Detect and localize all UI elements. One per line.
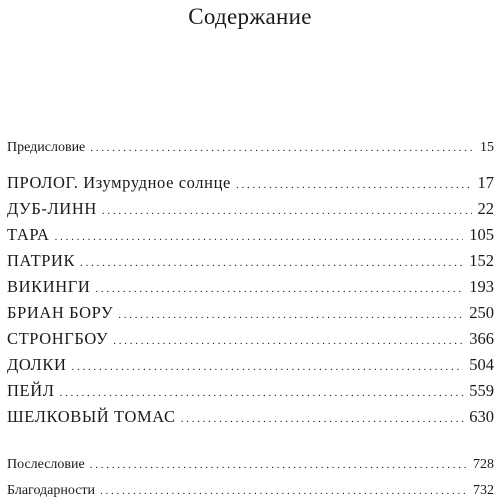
toc-entry-title: Благодарности (7, 483, 96, 498)
toc-entry-title: ТАРА (7, 225, 50, 244)
toc-entry-page: 15 (480, 140, 494, 155)
toc-entry (7, 276, 494, 298)
toc-entry-page: 732 (473, 483, 494, 498)
dot-leader (80, 252, 463, 274)
toc-entry-title: ПРОЛОГ. Изумрудное солнце (7, 173, 231, 192)
toc-entry (7, 380, 494, 402)
toc-entry-title: Предисловие (7, 140, 86, 155)
toc-entry-title: Послесловие (7, 457, 85, 472)
toc-entry-title: БРИАН БОРУ (7, 303, 114, 322)
toc-entry (7, 224, 494, 246)
toc-entry-title: ДУБ-ЛИНН (7, 199, 97, 218)
toc-entry (7, 172, 494, 194)
toc-entry (7, 354, 494, 376)
dot-leader (55, 226, 464, 248)
dot-leader (100, 482, 467, 500)
toc-entry-page: 366 (469, 329, 494, 348)
dot-leader (181, 408, 464, 430)
dot-leader (95, 278, 463, 300)
dot-leader (118, 304, 463, 326)
dot-leader (113, 330, 463, 352)
toc-entry-title: ВИКИНГИ (7, 277, 91, 296)
toc-entry (7, 406, 494, 428)
dot-leader (102, 200, 472, 222)
toc-entry (7, 139, 494, 157)
toc-entry-title: ДОЛКИ (7, 355, 67, 374)
toc-entry (7, 456, 494, 474)
toc-entry (7, 328, 494, 350)
toc-entry (7, 198, 494, 220)
toc-entry-page: 105 (469, 225, 494, 244)
dot-leader (90, 456, 467, 474)
toc-entry-page: 630 (469, 407, 494, 426)
toc-entry-page: 193 (469, 277, 494, 296)
dot-leader (236, 174, 472, 196)
dot-leader (90, 139, 474, 157)
dot-leader (71, 356, 463, 378)
toc-entry (7, 250, 494, 272)
toc-entry-page: 152 (469, 251, 494, 270)
toc-entry (7, 482, 494, 500)
toc-entry-page: 22 (477, 199, 494, 218)
toc-entry-title: ПАТРИК (7, 251, 76, 270)
page-title: Содержание (188, 4, 312, 29)
dot-leader (60, 382, 464, 404)
toc-entry-page: 250 (469, 303, 494, 322)
toc-entry-page: 17 (477, 173, 494, 192)
toc-entry-title: ПЕЙЛ (7, 381, 55, 400)
toc-entry-page: 559 (469, 381, 494, 400)
toc-entry-page: 728 (473, 457, 494, 472)
toc-entry-page: 504 (469, 355, 494, 374)
toc-entry (7, 302, 494, 324)
toc-entry-title: ШЕЛКОВЫЙ ТОМАС (7, 407, 176, 426)
toc-entry-title: СТРОНГБОУ (7, 329, 109, 348)
